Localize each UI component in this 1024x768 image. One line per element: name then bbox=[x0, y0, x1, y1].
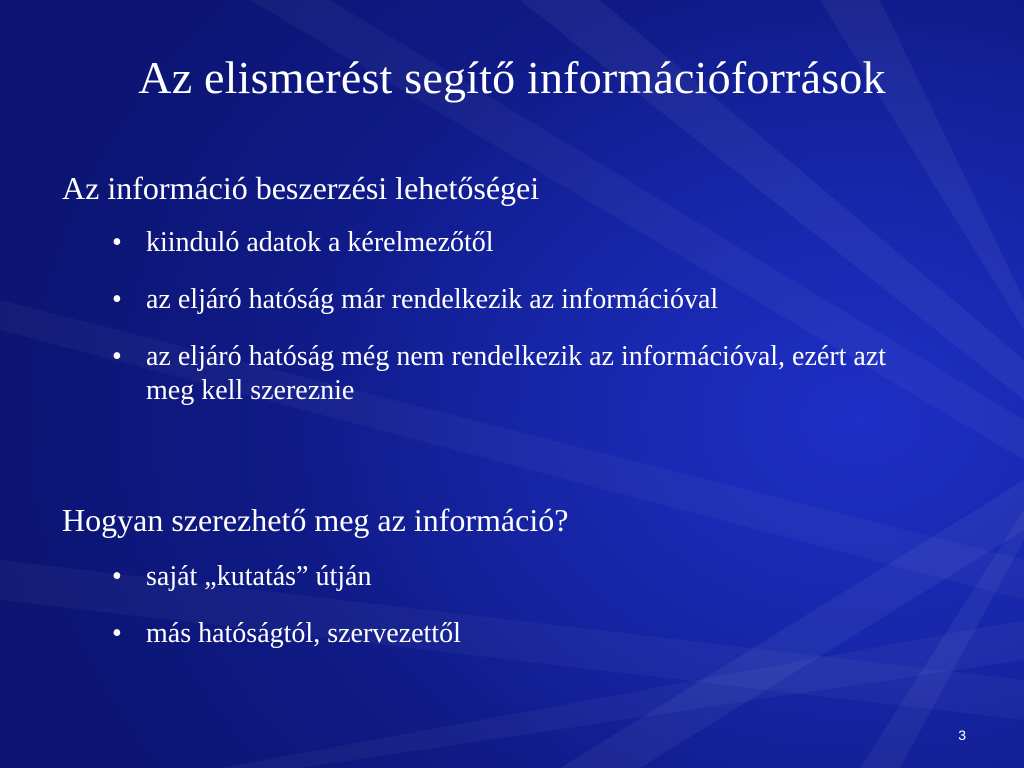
list-item bbox=[112, 340, 926, 408]
list-item-text: az eljáró hatóság még nem rendelkezik az információval, ezért azt meg kell szereznie bbox=[146, 341, 887, 406]
list-item bbox=[112, 226, 926, 260]
list-item-text: más hatóságtól, szervezettől bbox=[146, 618, 461, 649]
slide-title: Az elismerést segítő információforrások bbox=[138, 52, 886, 103]
list-item bbox=[112, 617, 926, 651]
list-item bbox=[112, 560, 926, 594]
bullet-icon: • bbox=[112, 227, 122, 258]
bullet-list bbox=[112, 560, 926, 674]
bullet-icon: • bbox=[112, 284, 122, 315]
bullet-list bbox=[112, 226, 926, 431]
bullet-icon: • bbox=[112, 618, 122, 649]
list-item bbox=[112, 283, 926, 317]
bullet-icon: • bbox=[112, 341, 122, 372]
bullet-icon: • bbox=[112, 561, 122, 592]
section-heading: Az információ beszerzési lehetőségei bbox=[62, 170, 540, 206]
list-item-text: az eljáró hatóság már rendelkezik az információval bbox=[146, 284, 719, 315]
list-item-text: kiinduló adatok a kérelmezőtől bbox=[146, 227, 494, 258]
list-item-text: saját „kutatás” útján bbox=[146, 561, 372, 592]
page-number: 3 bbox=[958, 727, 966, 743]
section-heading: Hogyan szerezhető meg az információ? bbox=[62, 502, 569, 538]
